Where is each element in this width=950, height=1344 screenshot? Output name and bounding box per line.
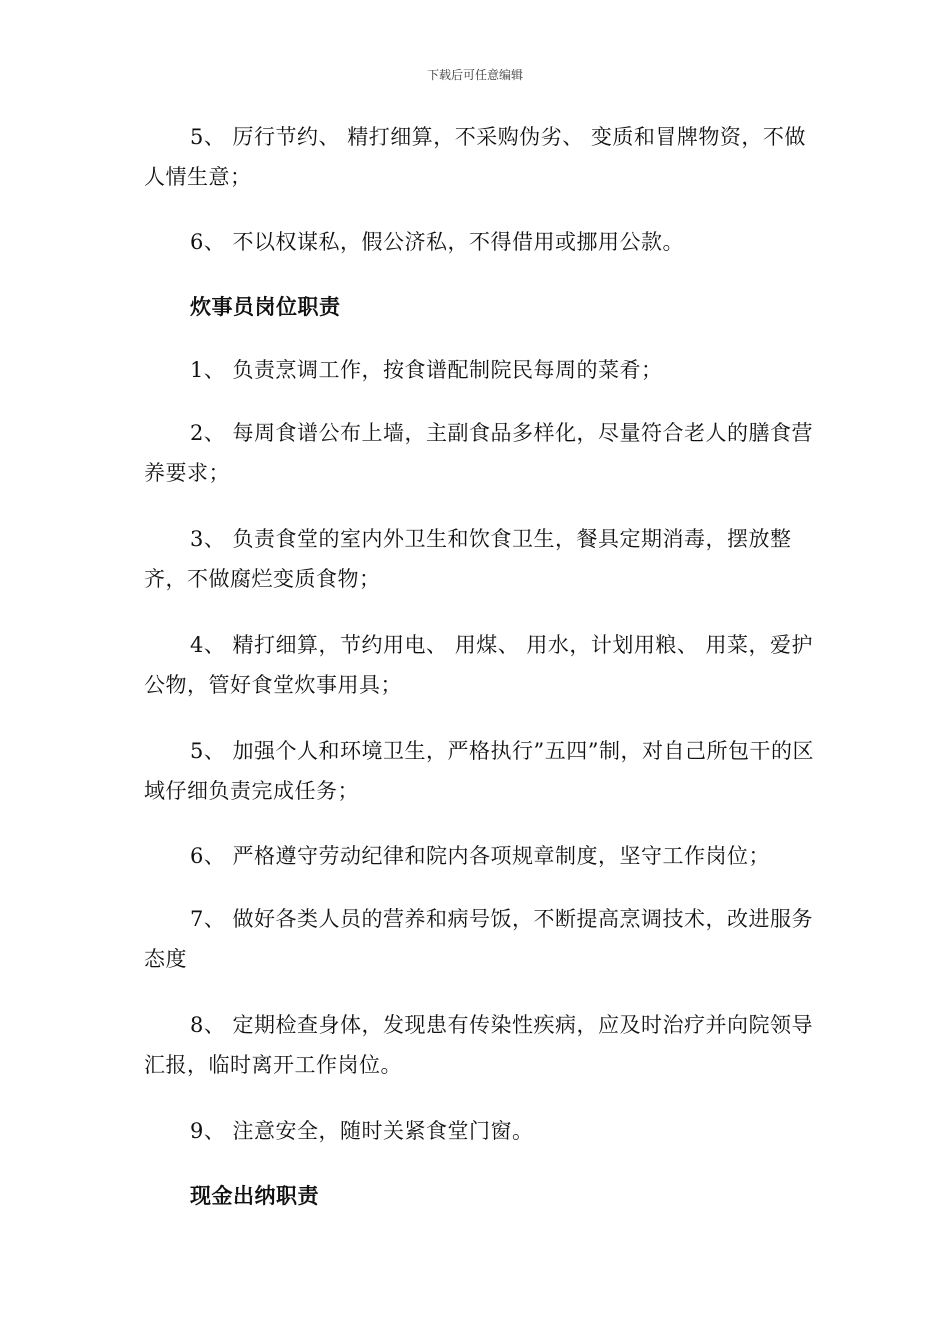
cook-duty-item-6: 6、 严格遵守劳动纪律和院内各项规章制度，坚守工作岗位；: [190, 844, 771, 868]
cook-duty-item-8: 8、 定期检查身体，发现患有传染性疾病，应及时治疗并向院领导汇报，临时离开工作岗位。: [144, 1013, 814, 1077]
cook-duty-item-1: 1、 负责烹调工作，按食谱配制院民每周的菜肴；: [190, 358, 663, 382]
cook-duty-item-3: 3、 负责食堂的室内外卫生和饮食卫生，餐具定期消毒，摆放整齐，不做腐烂变质食物；: [144, 527, 792, 591]
cook-duty-item-4: 4、 精打细算，节约用电、 用煤、 用水，计划用粮、 用菜，爱护公物，管好食堂炊事用具；: [144, 633, 814, 697]
paragraph-item-5-top: 5、 厉行节约、 精打细算，不采购伪劣、 变质和冒牌物资，不做人情生意；: [144, 125, 806, 189]
cook-duty-item-7: 7、 做好各类人员的营养和病号饭，不断提高烹调技术，改进服务态度: [144, 907, 814, 971]
page-header-note: 下载后可任意编辑: [426, 68, 523, 82]
cook-duty-item-9: 9、 注意安全，随时关紧食堂门窗。: [190, 1119, 534, 1143]
cook-duty-item-5: 5、 加强个人和环境卫生，严格执行”五四”制，对自己所包干的区域仔细负责完成任务；: [144, 739, 815, 803]
cook-duty-item-2: 2、 每周食谱公布上墙，主副食品多样化，尽量符合老人的膳食营养要求；: [144, 421, 814, 485]
section-title-cook-duties: 炊事员岗位职责: [190, 294, 341, 319]
paragraph-item-6-top: 6、 不以权谋私，假公济私，不得借用或挪用公款。: [190, 230, 685, 254]
section-title-cashier-duties: 现金出纳职责: [190, 1183, 319, 1208]
